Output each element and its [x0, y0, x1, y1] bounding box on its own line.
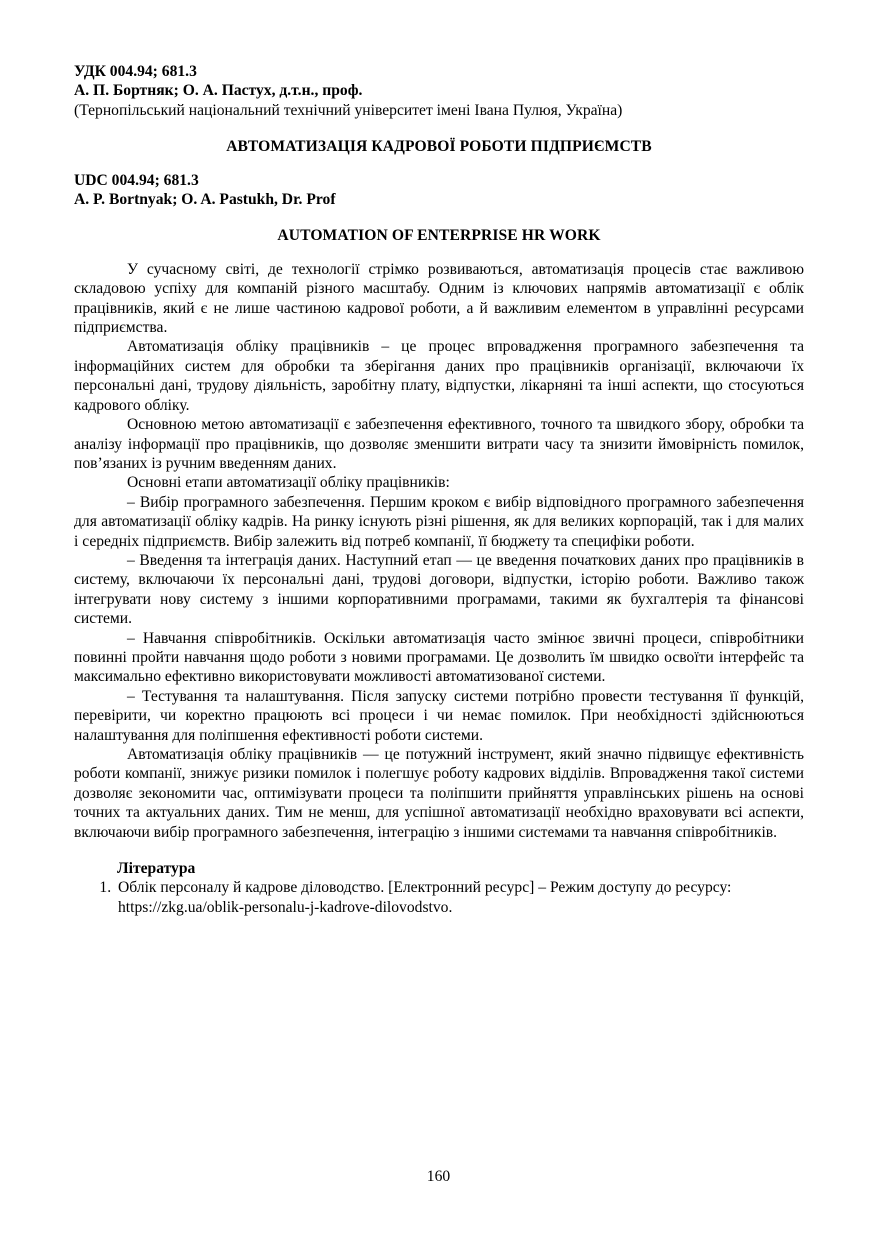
body-text	[74, 260, 804, 842]
title-ua: АВТОМАТИЗАЦІЯ КАДРОВОЇ РОБОТИ ПІДПРИЄМСТВ	[226, 138, 652, 156]
authors-ua: А. П. Бортняк; О. А. Пастух, д.т.н., проф.	[74, 82, 363, 100]
paragraph: Автоматизація обліку працівників — це потужний інструмент, який значно підвищує ефективність роботи компанії, знижує ризики помилок і полегшує роботу кадрових відділів. Впровадження такої системи дозволяє зекономити час, оптимізувати процеси та поліпшити прийняття управлінських рішень на основі точних та актуальних даних. Тим не менш, для успішної автоматизації необхідно враховувати всі аспекти, включаючи вибір програмного забезпечення, інтеграцію з іншими системами та навчання співробітників.	[74, 746, 804, 841]
paragraph: Основною метою автоматизації є забезпечення ефективного, точного та швидкого збору, обробки та аналізу інформації про працівників, що дозволяє зменшити витрати часу та знизити ймовірність помилок, пов’язаних із ручним введенням даних.	[74, 416, 804, 472]
list-item-stage: – Навчання співробітників. Оскільки автоматизація часто змінює звичні процеси, співробітники повинні пройти навчання щодо роботи з новими програмами. Це дозволить їм швидко освоїти інтерфейс та максимально ефективно використовувати можливості автоматизованої системи.	[74, 629, 804, 686]
title-en: AUTOMATION OF ENTERPRISE HR WORK	[277, 227, 601, 245]
literature-heading: Література	[117, 860, 196, 878]
affiliation-ua: (Тернопільський національний технічний університет імені Івана Пулюя, Україна)	[74, 101, 623, 119]
list-item-stage: – Тестування та налаштування. Після запуску системи потрібно провести тестування її функцій, перевірити, чи коректно працюють всі процеси і чи немає помилок. При необхідності здійснюються налаштування для поліпшення ефективності роботи системи.	[74, 687, 804, 744]
paragraph: Автоматизація обліку працівників – це процес впровадження програмного забезпечення та інформаційних систем для обробки та зберігання даних про працівників організації, включаючи їх персональні дані, трудову діяльність, заробітну плату, відпустки, лікарняні та інші аспекти, що стосуються кадрового обліку.	[74, 338, 804, 414]
document-page	[74, 62, 804, 917]
udc-en: UDC 004.94; 681.3	[74, 171, 199, 189]
page-number: 160	[426, 1168, 451, 1185]
reference-list	[74, 878, 804, 917]
udc-ua: УДК 004.94; 681.3	[74, 63, 197, 80]
list-item-stage: – Вибір програмного забезпечення. Першим кроком є вибір відповідного програмного забезпечення для автоматизації обліку кадрів. На ринку існують різні рішення, як для великих корпорацій, так і для малих і середніх підприємств. Вибір залежить від потреб компанії, її бюджету та специфіки роботи.	[74, 493, 804, 550]
paragraph: Основні етапи автоматизації обліку працівників:	[127, 474, 450, 492]
paragraph: У сучасному світі, де технології стрімко розвиваються, автоматизація процесів стає важливою складовою успіху для компаній різного масштабу. Одним із ключових напрямів автоматизації є облік працівників, який є не лише частиною кадрової роботи, а й важливим елементом в управлінні ресурсами підприємства.	[74, 260, 804, 337]
reference-item: 1. Облік персоналу й кадрове діловодство. [Електронний ресурс] – Режим доступу до ресурсу: https://zkg.ua/oblik-personalu-j-kadrove-dilovodstvo.	[115, 878, 804, 917]
authors-en: A. P. Bortnyak; O. A. Pastukh, Dr. Prof	[74, 191, 336, 209]
list-item-stage: – Введення та інтеграція даних. Наступний етап — це введення початкових даних про працівників в систему, включаючи їх персональні дані, трудові договори, відпустки, історію роботи. Важливо також інтегрувати нову систему з іншими корпоративними програмами, такими як бухгалтерія та фінансові системи.	[74, 551, 804, 628]
